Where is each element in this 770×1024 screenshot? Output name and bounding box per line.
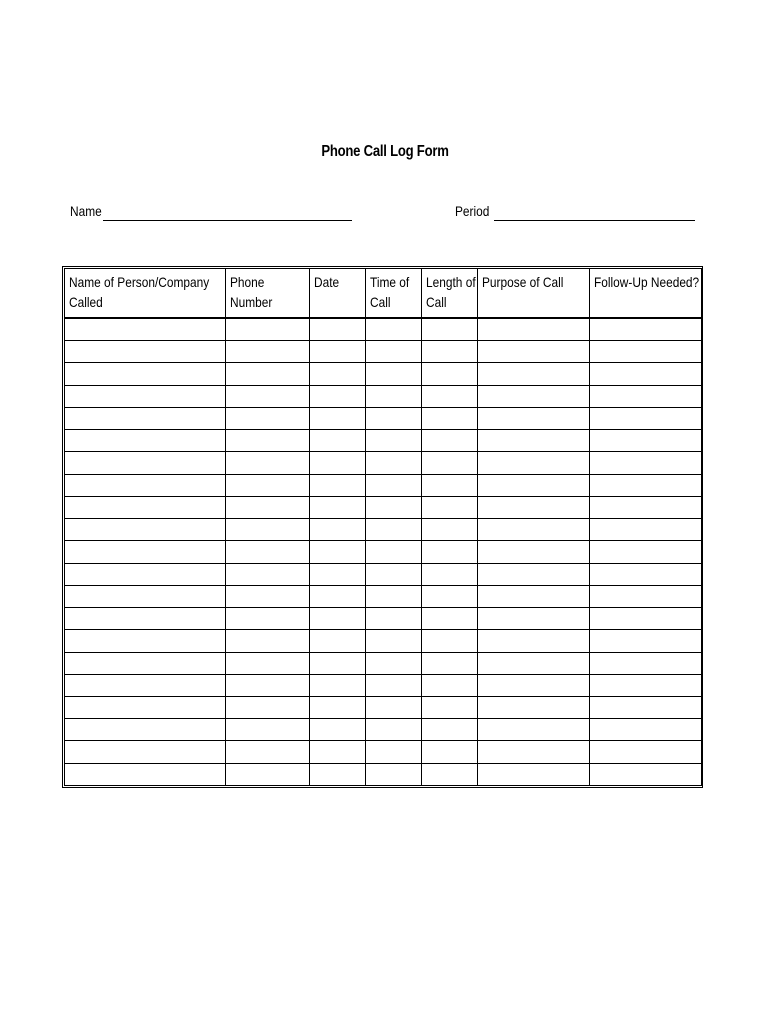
table-cell[interactable]	[310, 719, 366, 741]
table-cell[interactable]	[366, 519, 422, 541]
table-header-row	[65, 269, 702, 319]
table-cell[interactable]	[65, 363, 226, 385]
table-cell[interactable]	[65, 585, 226, 607]
table-cell[interactable]	[590, 430, 702, 452]
table-cell[interactable]	[478, 452, 590, 474]
table-cell[interactable]	[310, 563, 366, 585]
table-row	[65, 563, 702, 585]
table-cell[interactable]	[422, 608, 478, 630]
table-row	[65, 585, 702, 607]
table-cell[interactable]	[422, 741, 478, 763]
table-cell[interactable]	[310, 696, 366, 718]
table-cell[interactable]	[226, 608, 310, 630]
table-cell[interactable]	[226, 407, 310, 429]
header-date: Date	[310, 269, 366, 319]
table-cell[interactable]	[590, 696, 702, 718]
table-row	[65, 674, 702, 696]
table-cell[interactable]	[478, 363, 590, 385]
table-cell[interactable]	[65, 719, 226, 741]
table-cell[interactable]	[478, 318, 590, 341]
table-cell[interactable]	[65, 318, 226, 341]
table-cell[interactable]	[478, 474, 590, 496]
table-cell[interactable]	[590, 630, 702, 652]
table-cell[interactable]	[65, 341, 226, 363]
table-cell[interactable]	[226, 652, 310, 674]
table-cell[interactable]	[590, 474, 702, 496]
table-cell[interactable]	[590, 563, 702, 585]
table-cell[interactable]	[366, 385, 422, 407]
table-cell[interactable]	[590, 363, 702, 385]
table-cell[interactable]	[366, 407, 422, 429]
table-cell[interactable]	[422, 674, 478, 696]
table-cell[interactable]	[590, 496, 702, 518]
table-cell[interactable]	[478, 519, 590, 541]
table-row	[65, 474, 702, 496]
table-cell[interactable]	[226, 674, 310, 696]
header-name-of-person: Name of Person/Company Called	[65, 269, 226, 319]
table-cell[interactable]	[478, 696, 590, 718]
table-cell[interactable]	[310, 430, 366, 452]
table-cell[interactable]	[226, 741, 310, 763]
table-cell[interactable]	[590, 763, 702, 785]
table-cell[interactable]	[65, 763, 226, 785]
table-cell[interactable]	[226, 585, 310, 607]
table-cell[interactable]	[65, 474, 226, 496]
table-cell[interactable]	[422, 341, 478, 363]
table-cell[interactable]	[226, 496, 310, 518]
form-title: Phone Call Log Form	[321, 143, 449, 160]
table-cell[interactable]	[366, 630, 422, 652]
table-cell[interactable]	[422, 763, 478, 785]
table-row	[65, 696, 702, 718]
table-cell[interactable]	[366, 430, 422, 452]
table-cell[interactable]	[590, 674, 702, 696]
table-cell[interactable]	[310, 474, 366, 496]
table-cell[interactable]	[478, 430, 590, 452]
table-cell[interactable]	[422, 652, 478, 674]
table-cell[interactable]	[590, 407, 702, 429]
table-cell[interactable]	[226, 763, 310, 785]
table-cell[interactable]	[226, 385, 310, 407]
table-cell[interactable]	[226, 318, 310, 341]
table-row	[65, 541, 702, 563]
table-cell[interactable]	[366, 696, 422, 718]
table-row	[65, 608, 702, 630]
table-cell[interactable]	[310, 519, 366, 541]
table-cell[interactable]	[478, 407, 590, 429]
table-cell[interactable]	[226, 719, 310, 741]
table-cell[interactable]	[310, 407, 366, 429]
table-cell[interactable]	[422, 630, 478, 652]
table-cell[interactable]	[366, 652, 422, 674]
call-log-table-frame	[62, 266, 703, 788]
header-length-of-call: Length of Call	[422, 269, 478, 319]
table-cell[interactable]	[226, 430, 310, 452]
table-cell[interactable]	[310, 452, 366, 474]
table-cell[interactable]	[65, 674, 226, 696]
table-cell[interactable]	[310, 363, 366, 385]
table-cell[interactable]	[366, 674, 422, 696]
table-row	[65, 363, 702, 385]
table-cell[interactable]	[366, 452, 422, 474]
table-cell[interactable]	[366, 318, 422, 341]
table-cell[interactable]	[422, 585, 478, 607]
table-row	[65, 652, 702, 674]
table-row	[65, 496, 702, 518]
table-cell[interactable]	[590, 341, 702, 363]
table-cell[interactable]	[590, 318, 702, 341]
call-log-table	[64, 268, 702, 786]
table-cell[interactable]	[478, 741, 590, 763]
table-row	[65, 385, 702, 407]
table-row	[65, 341, 702, 363]
table-cell[interactable]	[310, 496, 366, 518]
table-cell[interactable]	[590, 519, 702, 541]
table-cell[interactable]	[590, 608, 702, 630]
table-cell[interactable]	[65, 630, 226, 652]
table-cell[interactable]	[310, 741, 366, 763]
name-field-line[interactable]	[103, 220, 352, 221]
table-cell[interactable]	[366, 541, 422, 563]
table-cell[interactable]	[422, 452, 478, 474]
table-cell[interactable]	[422, 474, 478, 496]
table-cell[interactable]	[226, 630, 310, 652]
table-cell[interactable]	[422, 719, 478, 741]
table-cell[interactable]	[422, 385, 478, 407]
table-cell[interactable]	[422, 696, 478, 718]
table-cell[interactable]	[478, 608, 590, 630]
table-cell[interactable]	[478, 341, 590, 363]
table-cell[interactable]	[422, 430, 478, 452]
table-cell[interactable]	[310, 763, 366, 785]
table-cell[interactable]	[65, 741, 226, 763]
header-follow-up-needed: Follow-Up Needed?	[590, 269, 702, 319]
period-field-line[interactable]	[494, 220, 695, 221]
table-cell[interactable]	[478, 496, 590, 518]
table-cell[interactable]	[422, 318, 478, 341]
table-cell[interactable]	[65, 652, 226, 674]
table-cell[interactable]	[478, 763, 590, 785]
table-cell[interactable]	[65, 519, 226, 541]
table-cell[interactable]	[366, 496, 422, 518]
table-cell[interactable]	[310, 630, 366, 652]
header-phone-number: Phone Number	[226, 269, 310, 319]
table-row	[65, 430, 702, 452]
table-cell[interactable]	[310, 652, 366, 674]
table-cell[interactable]	[226, 563, 310, 585]
table-row	[65, 763, 702, 785]
table-cell[interactable]	[310, 608, 366, 630]
table-cell[interactable]	[478, 585, 590, 607]
table-cell[interactable]	[422, 519, 478, 541]
table-row	[65, 519, 702, 541]
table-cell[interactable]	[422, 563, 478, 585]
table-cell[interactable]	[590, 719, 702, 741]
table-cell[interactable]	[478, 563, 590, 585]
table-cell[interactable]	[226, 696, 310, 718]
table-cell[interactable]	[310, 674, 366, 696]
table-cell[interactable]	[226, 541, 310, 563]
table-cell[interactable]	[65, 563, 226, 585]
table-cell[interactable]	[310, 318, 366, 341]
table-cell[interactable]	[65, 430, 226, 452]
table-cell[interactable]	[65, 696, 226, 718]
table-cell[interactable]	[226, 363, 310, 385]
table-cell[interactable]	[590, 385, 702, 407]
header-time-of-call: Time of Call	[366, 269, 422, 319]
table-cell[interactable]	[366, 474, 422, 496]
table-cell[interactable]	[366, 585, 422, 607]
table-cell[interactable]	[65, 541, 226, 563]
table-cell[interactable]	[590, 585, 702, 607]
table-row	[65, 407, 702, 429]
table-cell[interactable]	[478, 674, 590, 696]
table-cell[interactable]	[310, 541, 366, 563]
table-cell[interactable]	[226, 452, 310, 474]
table-cell[interactable]	[366, 363, 422, 385]
table-cell[interactable]	[366, 741, 422, 763]
table-cell[interactable]	[366, 341, 422, 363]
table-cell[interactable]	[366, 763, 422, 785]
table-cell[interactable]	[422, 363, 478, 385]
table-cell[interactable]	[590, 541, 702, 563]
table-cell[interactable]	[310, 341, 366, 363]
table-cell[interactable]	[226, 474, 310, 496]
table-row	[65, 318, 702, 341]
table-cell[interactable]	[310, 585, 366, 607]
table-cell[interactable]	[422, 496, 478, 518]
table-cell[interactable]	[65, 608, 226, 630]
table-cell[interactable]	[422, 541, 478, 563]
table-cell[interactable]	[366, 563, 422, 585]
table-cell[interactable]	[478, 630, 590, 652]
table-row	[65, 741, 702, 763]
table-cell[interactable]	[65, 407, 226, 429]
table-cell[interactable]	[478, 541, 590, 563]
table-cell[interactable]	[478, 385, 590, 407]
table-cell[interactable]	[366, 608, 422, 630]
table-cell[interactable]	[422, 407, 478, 429]
table-cell[interactable]	[478, 652, 590, 674]
header-purpose-of-call: Purpose of Call	[478, 269, 590, 319]
table-cell[interactable]	[590, 452, 702, 474]
table-cell[interactable]	[310, 385, 366, 407]
table-cell[interactable]	[65, 452, 226, 474]
table-cell[interactable]	[590, 741, 702, 763]
table-cell[interactable]	[478, 719, 590, 741]
table-cell[interactable]	[65, 385, 226, 407]
table-cell[interactable]	[226, 341, 310, 363]
call-log-body	[65, 318, 702, 786]
table-row	[65, 452, 702, 474]
name-field-label: Name	[70, 203, 102, 219]
table-cell[interactable]	[366, 719, 422, 741]
table-cell[interactable]	[226, 519, 310, 541]
table-row	[65, 719, 702, 741]
period-field-label: Period	[455, 203, 490, 219]
table-row	[65, 630, 702, 652]
table-cell[interactable]	[590, 652, 702, 674]
table-cell[interactable]	[65, 496, 226, 518]
